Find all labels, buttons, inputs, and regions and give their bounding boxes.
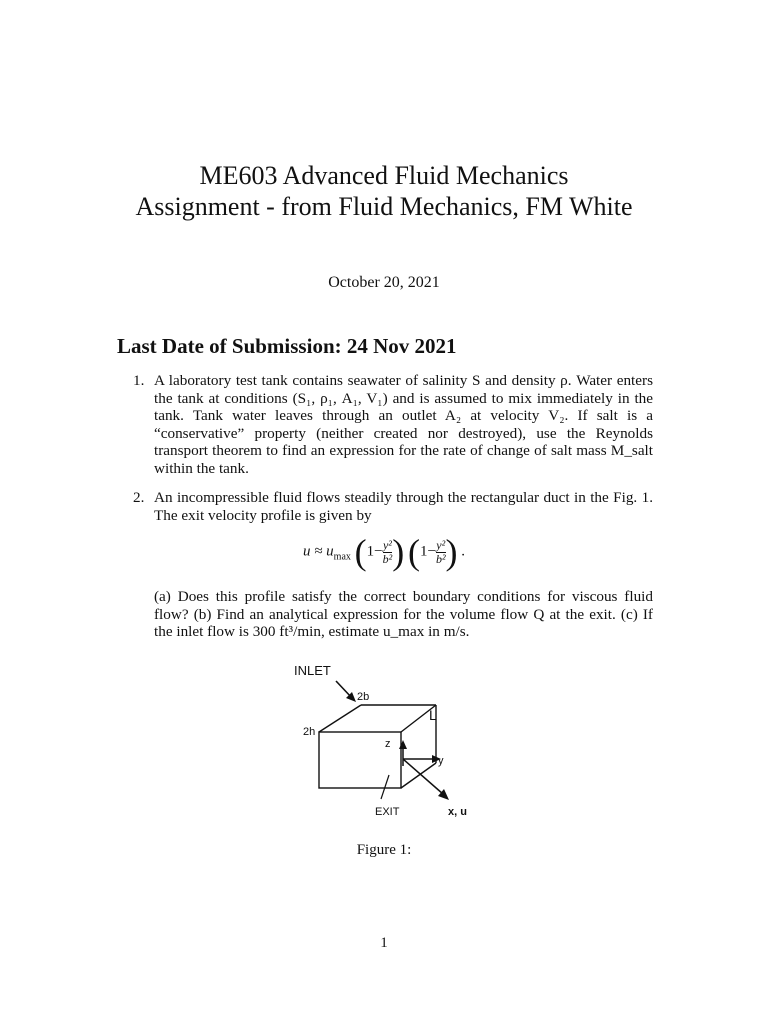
equation-den-a: b² <box>382 551 393 566</box>
inlet-label: INLET <box>294 663 331 678</box>
equation-one-a: 1− <box>366 543 383 560</box>
problem-2-text: An incompressible fluid flows steadily through the rectangular duct in the Fig. 1. The exit velocity profile is given by <box>154 489 653 524</box>
equation-end: . <box>461 543 466 560</box>
problem-2-questions: (a) Does this profile satisfy the correct boundary conditions for viscous fluid flow? (b) Find an analytical expression for the volume flow Q at the exit. (c) If the inlet flow is 300 ft³/min, estimate u_max in m/s. <box>154 588 653 641</box>
title-line-2: Assignment - from Fluid Mechanics, FM White <box>135 192 633 221</box>
z-label: z <box>385 738 391 750</box>
title-line-1: ME603 Advanced Fluid Mechanics <box>199 161 569 190</box>
exit-label: EXIT <box>375 806 400 818</box>
page-number: 1 <box>380 935 388 951</box>
equation-den-b: b² <box>435 551 446 566</box>
problem-1-text: A laboratory test tank contains seawater of salinity S and density ρ. Water enters the tank at conditions (S₁, ρ₁, A₁, V₁) and is assumed to mix immediately in the tank. Tank water leaves through an outlet A₂ at velocity V₂. If salt is a “conservative” property (neither created nor destroyed), use the Reynolds transport theorem to find an expression for the rate of change of salt mass M_salt within the tank. <box>154 372 653 477</box>
z-arrowhead <box>399 740 407 749</box>
width-label: 2b <box>357 691 370 703</box>
problem-2 <box>133 489 653 524</box>
equation-num-b: y² <box>436 537 446 552</box>
velocity-equation: $u \approx u_{max}$ (1− $\frac{\text{y²}}{\text{b²}}$ ) (1− $\frac{\text{y²}}{\text{b²}}$ ) . <box>302 532 466 572</box>
problem-2-number: 2. <box>133 489 145 506</box>
duct-figure <box>286 658 486 828</box>
duct-edge-top-left <box>319 705 361 732</box>
equation-lhs: u ≈ u <box>302 543 334 560</box>
y-label: y <box>438 755 444 767</box>
document-date: October 20, 2021 <box>328 274 440 291</box>
figure-caption: Figure 1: <box>356 842 412 858</box>
equation-lhs-sub: max <box>333 551 351 563</box>
x-axis <box>403 759 443 794</box>
height-label: 2h <box>303 726 316 738</box>
equation-one-b: 1− <box>419 543 436 560</box>
equation-num-a: y² <box>382 537 392 552</box>
length-label: L <box>429 707 437 723</box>
problem-1 <box>133 372 653 478</box>
xu-label: x, u <box>448 806 467 818</box>
section-heading: Last Date of Submission: 24 Nov 2021 <box>117 334 457 358</box>
problem-1-number: 1. <box>133 372 145 389</box>
exit-pointer <box>381 775 389 799</box>
